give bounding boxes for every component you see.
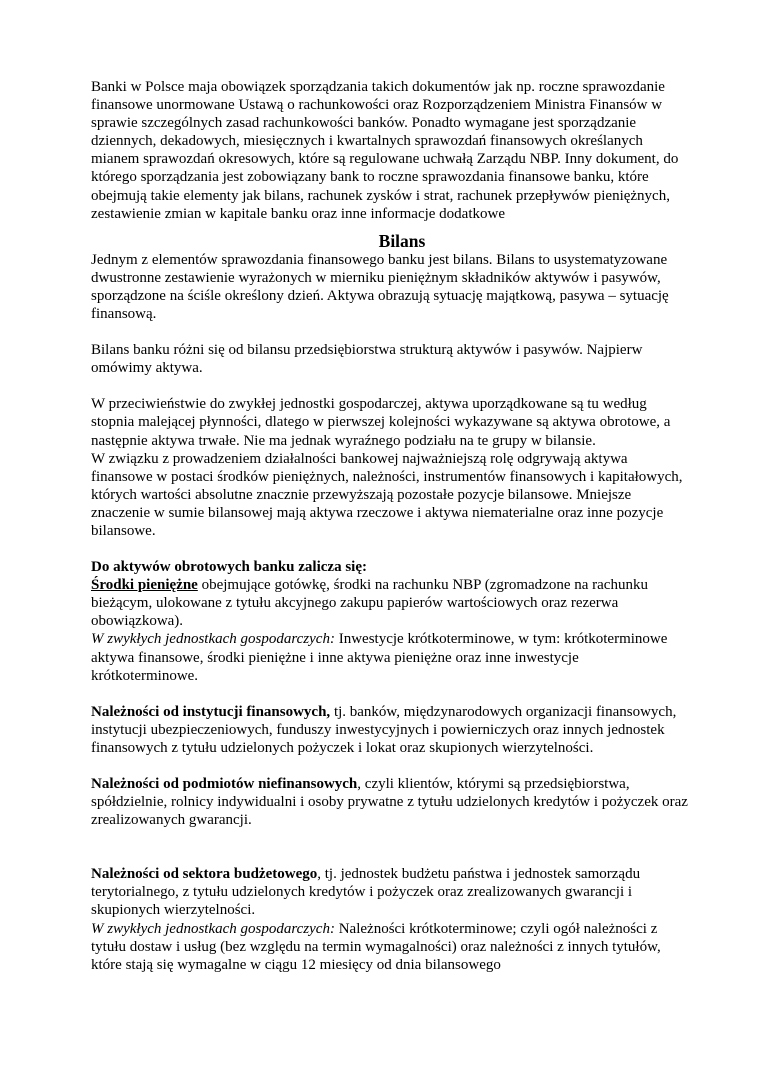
document-page xyxy=(91,78,713,974)
bilans-paragraph-3: W przeciwieństwie do zwykłej jednostki gospodarczej, aktywa uporządkowane są tu według stopnia malejącej płynności, dlatego w pierwszej kolejności wykazywane są aktywa obrotowe, a następnie aktywa trwałe. Nie ma jednak wyraźnego podziału na te grupy w bilansie. W związku z prowadzeniem działalności bankowej najważniejszą rolę odgrywają aktywa finansowe w postaci środków pieniężnych, należności, instrumentów finansowych i kapitałowych, których wartości absolutne znacznie przewyższają pozostałe pozycje bilansowe. Mniejsze znaczenie w sumie bilansowej mają aktywa rzeczowe i aktywa niematerialne oraz inne pozycje bilansowe. xyxy=(91,396,683,539)
current-assets-heading xyxy=(91,558,713,576)
budget-text: , tj. jednostek budżetu państwa i jednostek samorządu terytorialnego, z tytułu udzielonych kredytów i pożyczek oraz zrealizowanych gwarancji i skupionych wierzytelności. xyxy=(91,866,641,919)
non-fin-comma: , xyxy=(357,776,362,792)
budget-paragraph xyxy=(91,865,713,919)
section-title: Bilans xyxy=(378,230,426,251)
fin-inst-term: Należności od instytucji finansowych, xyxy=(91,703,331,720)
non-fin-text: czyli klientów, którymi są przedsiębiorstwa, spółdzielnie, rolnicy indywidualni i osoby prywatne z tytułu udzielonych kredytów i pożyczek oraz zrealizowanych gwarancji. xyxy=(91,776,688,829)
cash-note xyxy=(91,630,713,684)
cash-term: Środki pieniężne xyxy=(91,577,198,594)
non-fin-paragraph xyxy=(91,775,713,829)
budget-note-text: Należności krótkoterminowe; czyli ogół należności z tytułu dostaw i usług (bez względu na termin wymagalności) oraz należności z innych tytułów, które stają się wymagalne w ciągu 12 miesięcy od dnia bilansowego xyxy=(91,920,661,973)
bilans-paragraph-1: Jednym z elementów sprawozdania finansowego banku jest bilans. Bilans to usystematyzowane dwustronne zestawienie wyrażonych w mierniku pieniężnym składników aktywów i pasywów, sporządzone na ściśle określony dzień. Aktywa obrazują sytuację majątkową, pasywa – sytuację finansową. xyxy=(91,251,669,323)
budget-term: Należności od sektora budżetowego xyxy=(91,866,318,883)
cash-note-label: W zwykłych jednostkach gospodarczych: xyxy=(91,631,335,648)
intro-paragraph: Banki w Polsce maja obowiązek sporządzania takich dokumentów jak np. roczne sprawozdanie finansowe unormowane Ustawą o rachunkowości oraz Rozporządzeniem Ministra Finansów w sprawie szczególnych zasad rachunkowości banków. Ponadto wymagane jest sporządzanie dziennych, dekadowych, miesięcznych i kwartalnych sprawozdań finansowych określanych mianem sprawozdań okresowych, które są regulowane uchwałą Zarządu NBP. Inny dokument, do którego sporządzania jest zobowiązany bank to roczne sprawozdania finansowe banku, które obejmują takie elementy jak bilans, rachunek zysków i strat, rachunek przepływów pieniężnych, zestawienie zmian w kapitale banku oraz inne informacje dodatkowe xyxy=(91,79,679,222)
budget-note-label: W zwykłych jednostkach gospodarczych: xyxy=(91,920,335,937)
bilans-paragraph-2: Bilans banku różni się od bilansu przedsiębiorstwa strukturą aktywów i pasywów. Najpierw omówimy aktywa. xyxy=(91,342,643,377)
cash-paragraph xyxy=(91,576,713,630)
non-fin-term: Należności od podmiotów niefinansowych xyxy=(91,776,358,792)
current-assets-heading-text: Do aktywów obrotowych banku zalicza się: xyxy=(91,559,367,576)
fin-inst-text: tj. banków, międzynarodowych organizacji finansowych, instytucji ubezpieczeniowych, funduszy inwestycyjnych i powierniczych oraz innych jednostek finansowych z tytułu udzielonych pożyczek i lokat oraz skupionych wierzytelności. xyxy=(91,703,677,756)
budget-note xyxy=(91,920,713,974)
cash-text: obejmujące gotówkę, środki na rachunku NBP (zgromadzone na rachunku bieżącym, ulokowane z tytułu akcyjnego zakupu papierów wartościowych oraz rezerwa obowiązkowa). xyxy=(91,577,648,630)
fin-inst-paragraph xyxy=(91,703,713,757)
cash-note-text: Inwestycje krótkoterminowe, w tym: krótkoterminowe aktywa finansowe, środki pieniężne i inne aktywa pieniężne oraz inne inwestycje krótkoterminowe. xyxy=(91,631,668,684)
